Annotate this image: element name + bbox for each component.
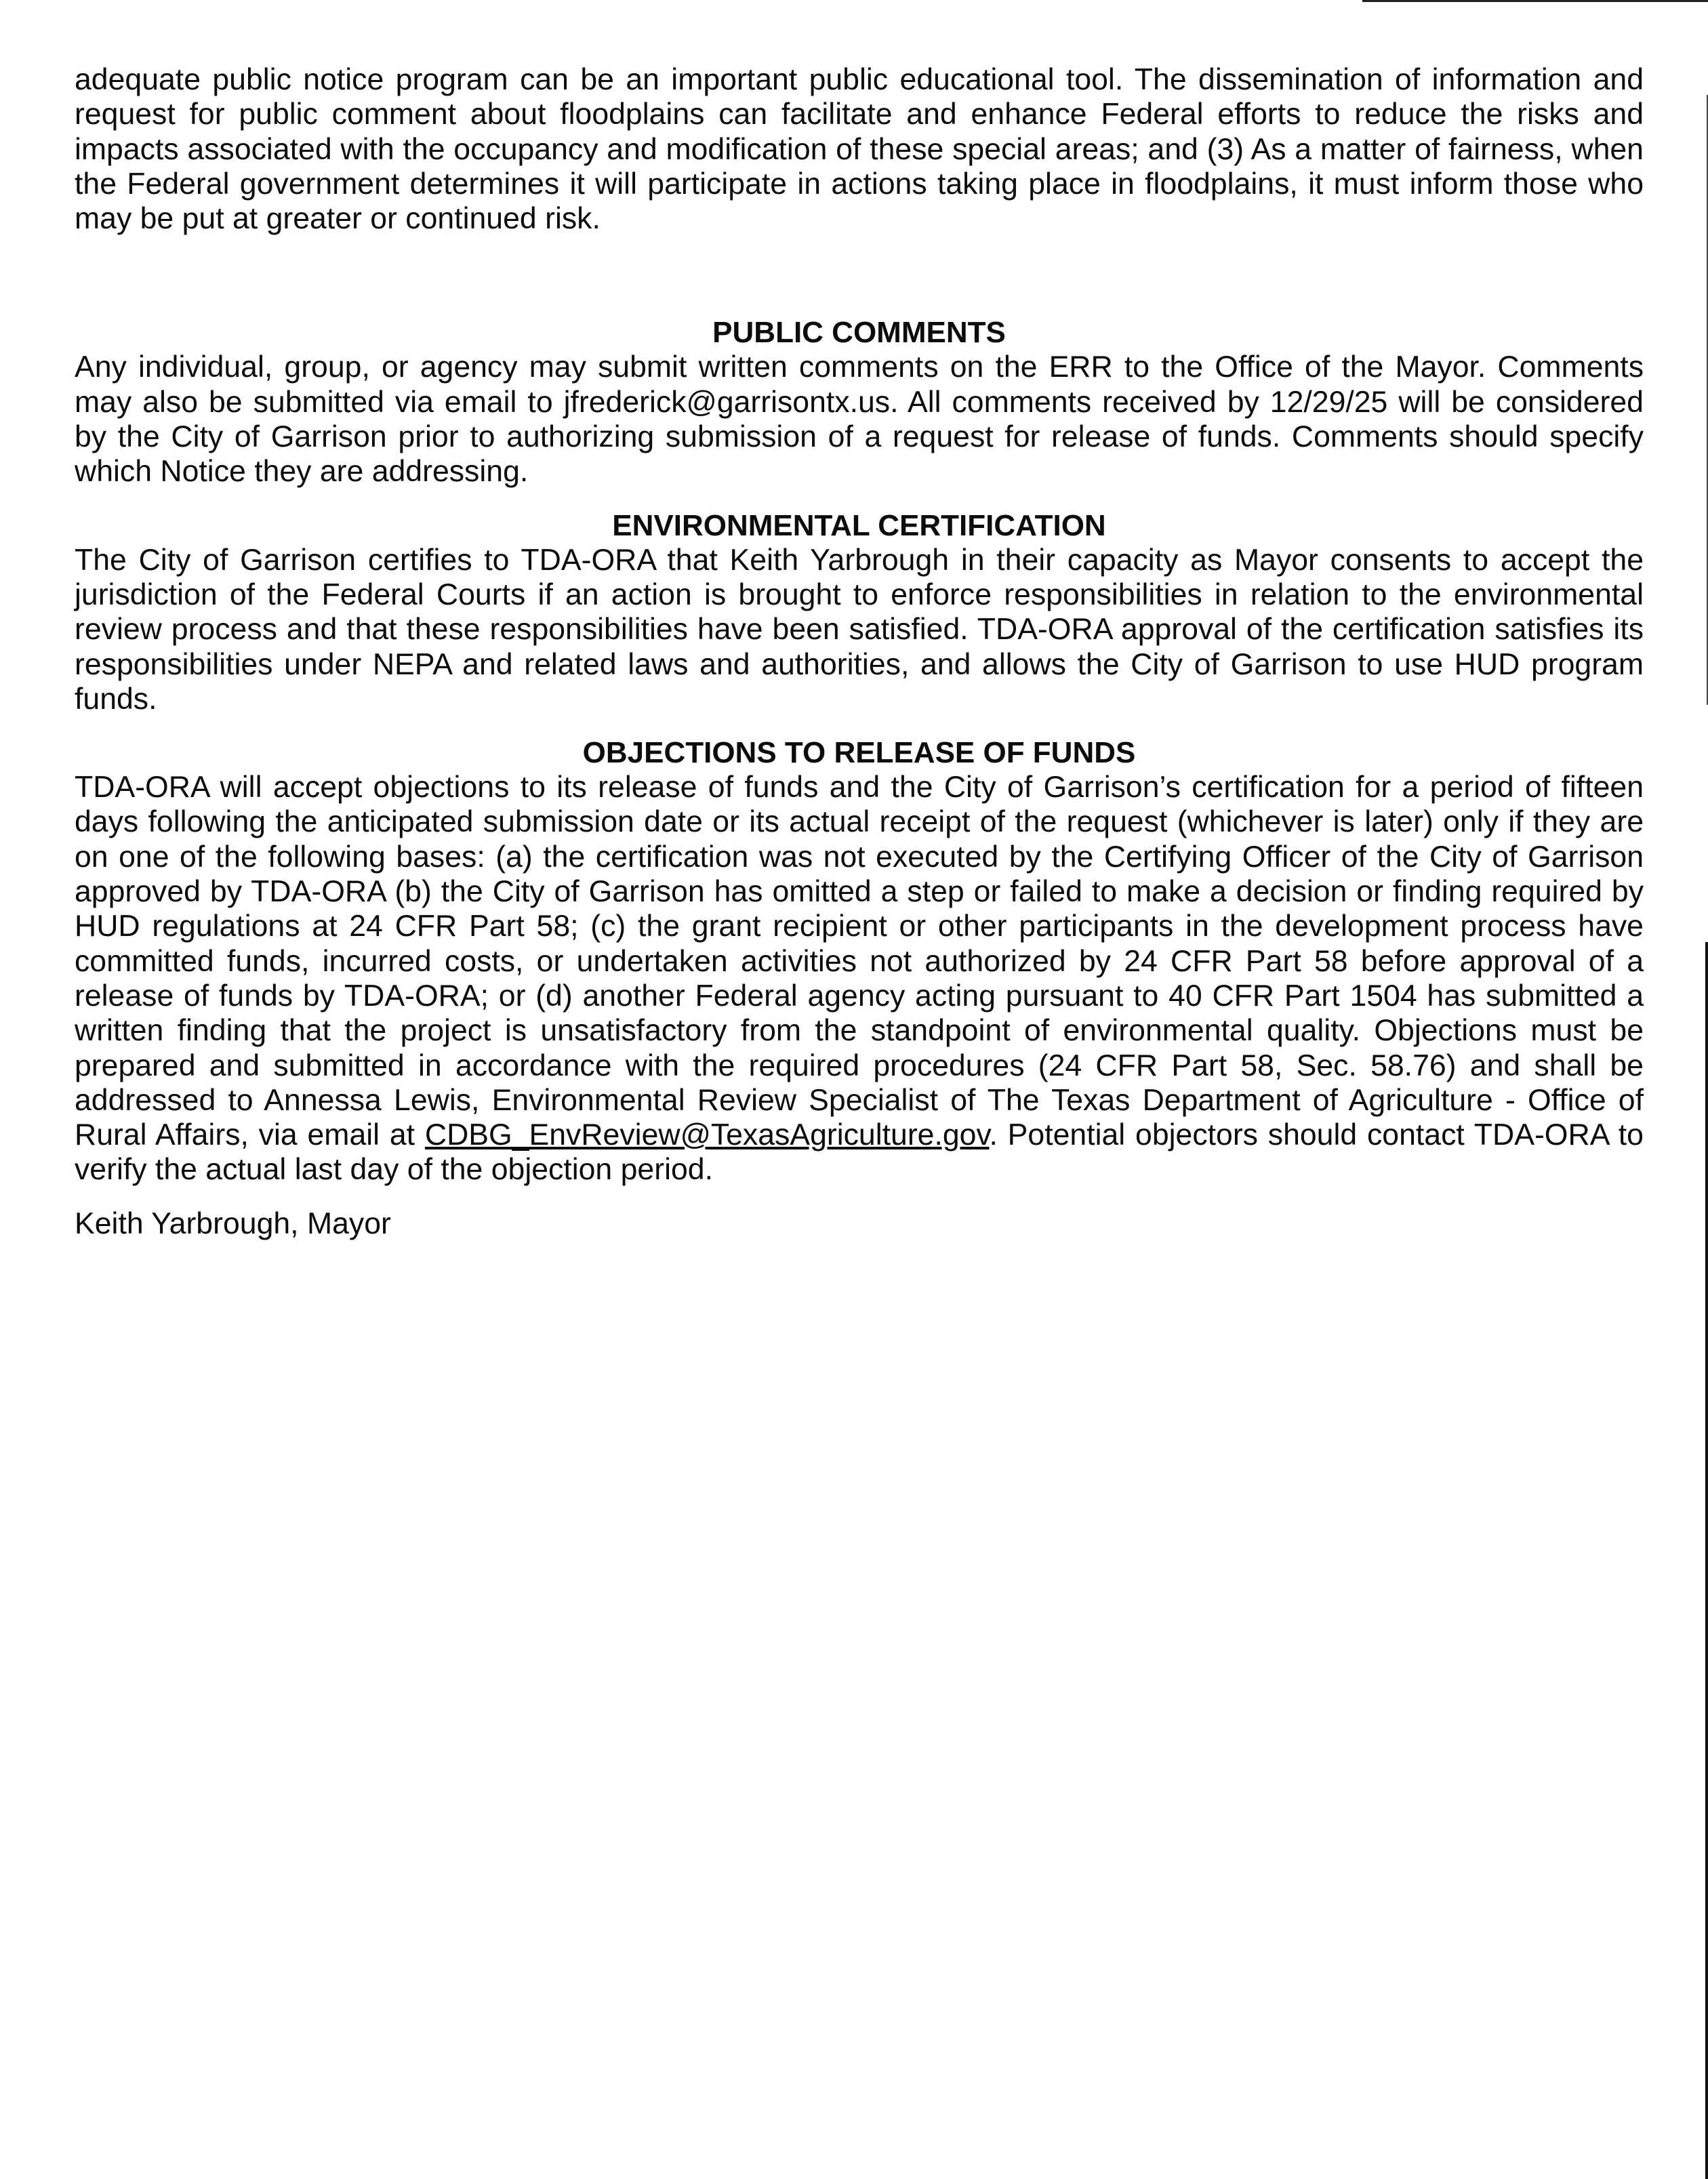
public-comments-text-2: . All comments received by 12/29/25 will be considered by the City of Garrison prior to authorizing submission of a request for release of funds. Comments should specify which Notice they are addressing. — [75, 385, 1644, 489]
public-comments-email[interactable]: jfrederick@garrisontx.us — [563, 385, 891, 419]
objections-heading: OBJECTIONS TO RELEASE OF FUNDS — [582, 736, 1136, 770]
objections-text-2: . Potential objectors should contact TDA-ORA to verify the actual last day of the objection period. — [75, 1118, 1644, 1187]
objections-section — [75, 735, 1644, 1187]
signature-line: Keith Yarbrough, Mayor — [75, 1206, 391, 1240]
public-comments-text-1: Any individual, group, or agency may submit written comments on the ERR to the Office of the Mayor. Comments may also be submitted via email to — [75, 350, 1644, 419]
environmental-certification-heading: ENVIRONMENTAL CERTIFICATION — [612, 508, 1106, 542]
public-comments-heading: PUBLIC COMMENTS — [712, 316, 1006, 350]
objections-email-link[interactable]: CDBG_EnvReview@TexasAgriculture.gov — [424, 1118, 990, 1152]
intro-paragraph: adequate public notice program can be an important public educational tool. The dissemination of information and request for public comment about floodplains can facilitate and enhance Federal efforts to reduce the risks and impacts associated with the occupancy and modification of these special areas; and (3) As a matter of fairness, when the Federal government determines it will participate in actions taking place in floodplains, it must inform those who may be put at greater or continued risk. — [75, 63, 1644, 236]
environmental-certification-section — [75, 508, 1644, 716]
objections-text-1: TDA-ORA will accept objections to its release of funds and the City of Garrison’s certification for a period of fifteen days following the anticipated submission date or its actual receipt of the request (whichever is later) only if they are on one of the following bases: (a) the certification was not executed by the Certifying Officer of the City of Garrison approved by TDA-ORA (b) the City of Garrison has omitted a step or failed to make a decision or finding required by HUD regulations at 24 CFR Part 58; (c) the grant recipient or other participants in the development process have committed funds, incurred costs, or undertaken activities not authorized by 24 CFR Part 58 before approval of a release of funds by TDA-ORA; or (d) another Federal agency acting pursuant to 40 CFR Part 1504 has submitted a written finding that the project is unsatisfactory from the standpoint of environmental quality. Objections must be prepared and submitted in accordance with the required procedures (24 CFR Part 58, Sec. 58.76) and shall be addressed to Annessa Lewis, Environmental Review Specialist of The Texas Department of Agriculture - Office of Rural Affairs, via email at — [75, 771, 1644, 1152]
public-comments-body — [75, 350, 1644, 489]
objections-body — [75, 770, 1644, 1187]
document-page — [75, 62, 1644, 1241]
public-comments-section — [75, 315, 1644, 489]
scan-edge-right-lower — [1705, 942, 1708, 2179]
scan-edge-top — [1362, 0, 1708, 2]
environmental-certification-body: The City of Garrison certifies to TDA-ORA that Keith Yarbrough in their capacity as Mayor consents to accept the jurisdiction of the Federal Courts if an action is brought to enforce responsibilities in relation to the environmental review process and that these responsibilities have been satisfied. TDA-ORA approval of the certification satisfies its responsibilities under NEPA and related laws and authorities, and allows the City of Garrison to use HUD program funds. — [75, 543, 1644, 716]
